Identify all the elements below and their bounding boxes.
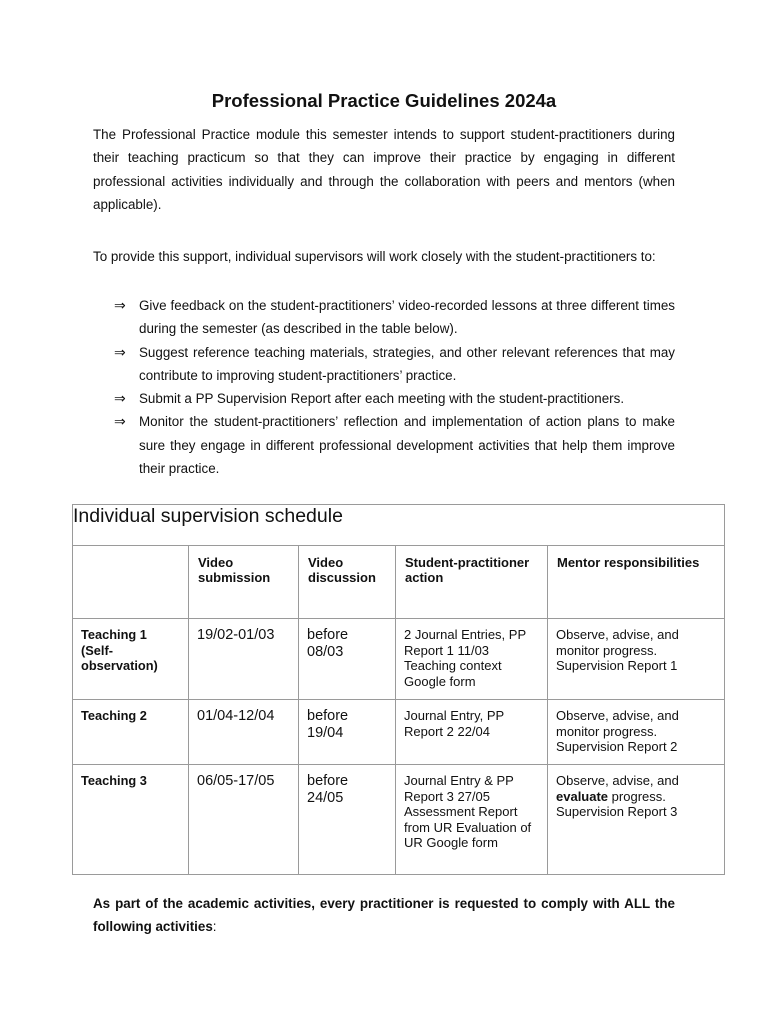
action-cell: Journal Entry & PP Report 3 27/05 Assessment Report from UR Evaluation of UR Google form — [396, 765, 548, 875]
stage-cell: Teaching 3 — [73, 765, 189, 875]
intro-paragraph: The Professional Practice module this semester intends to support student-practitioners during their teaching practicum so that they can improve their practice by engaging in different professional activities individually and through the collaboration with peers and mentors (when applicable). — [93, 127, 675, 212]
discussion-cell: before 19/04 — [299, 700, 396, 765]
action-cell: Journal Entry, PP Report 2 22/04 — [396, 700, 548, 765]
action-cell: 2 Journal Entries, PP Report 1 11/03 Teaching context Google form — [396, 619, 548, 700]
table-title: Individual supervision schedule — [73, 505, 725, 546]
double-right-arrow-icon: ⇒ — [114, 297, 126, 313]
header-video-discussion: Video discussion — [299, 546, 396, 619]
header-student-action: Student-practitioner action — [396, 546, 548, 619]
header-cell-empty — [73, 546, 189, 619]
mentor-cell: Observe, advise, and monitor progress. Supervision Report 1 — [548, 619, 725, 700]
table-row — [73, 765, 725, 875]
submission-cell: 06/05-17/05 — [189, 765, 299, 875]
submission-cell: 01/04-12/04 — [189, 700, 299, 765]
discussion-cell: before 24/05 — [299, 765, 396, 875]
header-video-submission: Video submission — [189, 546, 299, 619]
closing-paragraph: As part of the academic activities, every practitioner is requested to comply with ALL the following activities: — [93, 896, 675, 935]
support-bullet-list — [114, 294, 675, 480]
stage-cell: Teaching 1 (Self-observation) — [73, 619, 189, 700]
mentor-cell: Observe, advise, and monitor progress. Supervision Report 2 — [548, 700, 725, 765]
mentor-cell: Observe, advise, and evaluate progress. Supervision Report 3 — [548, 765, 725, 875]
double-right-arrow-icon: ⇒ — [114, 390, 126, 407]
mentor-emphasis: evaluate — [556, 788, 609, 804]
supervision-schedule-table — [72, 504, 725, 875]
list-item: ⇒ Monitor the student-practitioners’ reflection and implementation of action plans to make sure they engage in different professional development activities that help them improve their practice. — [114, 410, 675, 480]
list-item: ⇒ Submit a PP Supervision Report after each meeting with the student-practitioners. — [114, 387, 675, 410]
double-right-arrow-icon: ⇒ — [114, 413, 126, 430]
table-row — [73, 700, 725, 765]
double-right-arrow-icon: ⇒ — [114, 343, 126, 360]
stage-cell: Teaching 2 — [73, 700, 189, 765]
document-title: Professional Practice Guidelines 2024a — [211, 90, 557, 111]
support-lead-paragraph: To provide this support, individual supervisors will work closely with the student-practitioners to: — [93, 249, 656, 264]
list-item: ⇒ Suggest reference teaching materials, strategies, and other relevant references that may contribute to improving student-practitioners’ practice. — [114, 341, 675, 388]
table-row — [73, 619, 725, 700]
header-mentor-responsibilities: Mentor responsibilities — [548, 546, 725, 619]
discussion-cell: before 08/03 — [299, 619, 396, 700]
list-item: ⇒ Give feedback on the student-practitioners’ video-recorded lessons at three different times during the semester (as described in the table below). — [114, 294, 675, 341]
table-header-row — [73, 546, 725, 619]
submission-cell: 19/02-01/03 — [189, 619, 299, 700]
